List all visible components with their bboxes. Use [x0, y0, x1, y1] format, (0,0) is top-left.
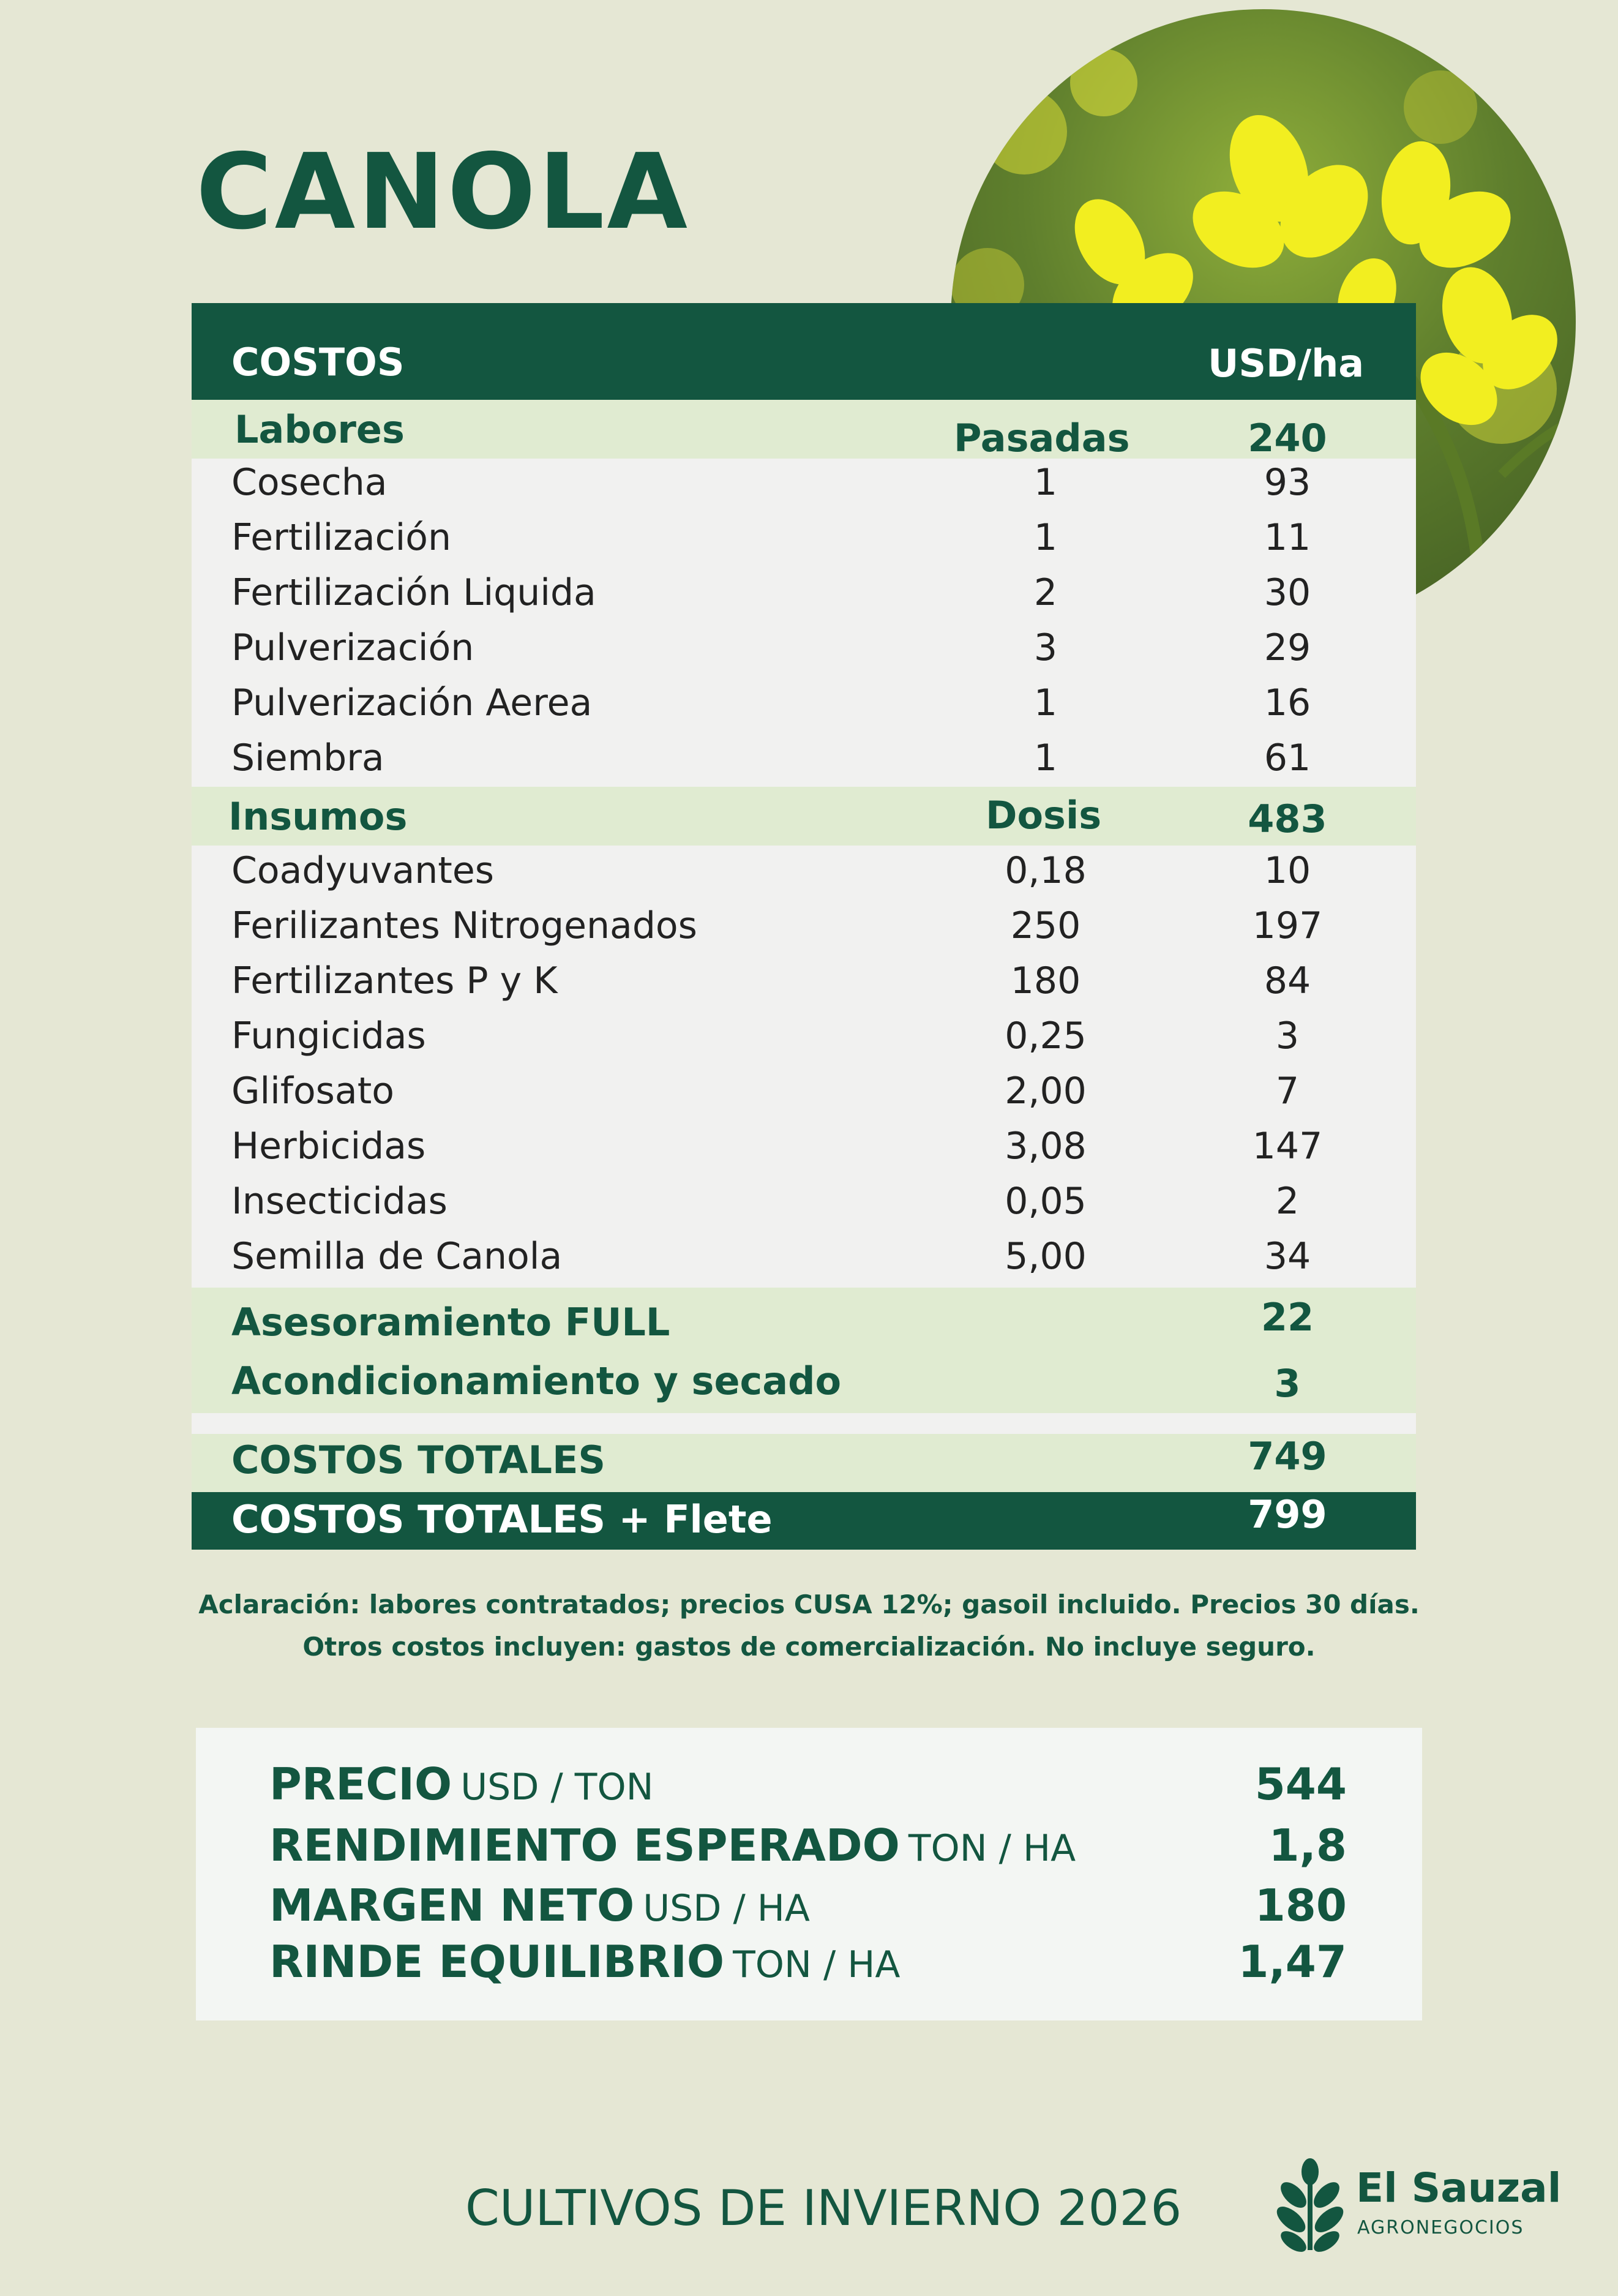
- labores-section-header: [192, 400, 1416, 459]
- insumos-label: Insumos: [228, 794, 408, 839]
- costos-totales-flete-row: [192, 1492, 1416, 1550]
- insumos-name: Fungicidas: [231, 1015, 426, 1057]
- insumos-usd: 147: [1252, 1125, 1323, 1168]
- labores-name: Fertilización Liquida: [231, 571, 596, 614]
- insumos-row: [192, 848, 1416, 903]
- labores-qty: 1: [1033, 461, 1058, 504]
- extras-section: [192, 1288, 1416, 1413]
- insumos-usd: 84: [1264, 959, 1311, 1002]
- insumos-row: [192, 1013, 1416, 1068]
- insumos-usd: 10: [1264, 849, 1311, 892]
- insumos-row: [192, 1124, 1416, 1179]
- insumos-usd: 7: [1275, 1070, 1300, 1112]
- logo-name: El Sauzal: [1356, 2164, 1562, 2212]
- insumos-name: Insecticidas: [231, 1180, 448, 1223]
- margen-unit: USD / HA: [643, 1887, 810, 1930]
- leaf-logo-icon: [1270, 2158, 1350, 2256]
- insumos-usd: 34: [1264, 1235, 1311, 1278]
- insumos-row: [192, 903, 1416, 958]
- insumos-usd: 2: [1275, 1180, 1300, 1223]
- insumos-qty: 180: [1010, 959, 1081, 1002]
- insumos-qty: 0,25: [1005, 1015, 1087, 1057]
- insumos-row: [192, 1068, 1416, 1124]
- asesoramiento-value: 22: [1260, 1295, 1314, 1340]
- dosis-column-label: Dosis: [986, 793, 1102, 838]
- rendimiento-row: [269, 1820, 1347, 1881]
- insumos-qty: 250: [1010, 904, 1081, 947]
- rendimiento-unit: TON / HA: [908, 1827, 1076, 1870]
- acondicionamiento-value: 3: [1274, 1361, 1301, 1406]
- precio-unit: USD / TON: [460, 1766, 654, 1809]
- asesoramiento-label: Asesoramiento FULL: [231, 1300, 670, 1345]
- insumos-section-header: [192, 787, 1416, 846]
- insumos-qty: 3,08: [1005, 1125, 1087, 1168]
- rinde-row: [269, 1936, 1347, 1997]
- insumos-row: [192, 1234, 1416, 1289]
- pasadas-column-label: Pasadas: [954, 416, 1130, 460]
- usd-ha-heading: USD/ha: [1208, 341, 1365, 386]
- labores-qty: 1: [1033, 516, 1058, 559]
- insumos-name: Semilla de Canola: [231, 1235, 563, 1278]
- insumos-name: Herbicidas: [231, 1125, 426, 1168]
- labores-usd: 30: [1264, 571, 1311, 614]
- insumos-row: [192, 958, 1416, 1013]
- margen-value: 180: [1254, 1880, 1347, 1931]
- costos-totales-label: COSTOS TOTALES: [231, 1438, 606, 1482]
- insumos-qty: 5,00: [1005, 1235, 1087, 1278]
- costos-heading: COSTOS: [231, 340, 405, 385]
- labores-name: Cosecha: [231, 461, 388, 504]
- insumos-qty: 2,00: [1005, 1070, 1087, 1112]
- rendimiento-label: RENDIMIENTO ESPERADO: [269, 1820, 900, 1871]
- margen-label: MARGEN NETO: [269, 1880, 635, 1931]
- costs-header: [192, 303, 1416, 400]
- summary-box: [196, 1728, 1422, 2020]
- labores-name: Fertilización: [231, 516, 452, 559]
- costos-totales-flete-label: COSTOS TOTALES + Flete: [231, 1497, 773, 1542]
- costos-totales-flete-value: 799: [1248, 1492, 1327, 1537]
- insumos-total: 483: [1248, 797, 1327, 841]
- margen-row: [269, 1880, 1347, 1941]
- labores-name: Pulverización: [231, 626, 474, 669]
- insumos-qty: 0,18: [1005, 849, 1087, 892]
- costos-totales-row: [192, 1434, 1416, 1492]
- el-sauzal-logo: [1270, 2158, 1595, 2256]
- labores-usd: 29: [1264, 626, 1311, 669]
- insumos-name: Ferilizantes Nitrogenados: [231, 904, 697, 947]
- precio-row: [269, 1758, 1347, 1820]
- rinde-label: RINDE EQUILIBRIO: [269, 1936, 725, 1987]
- labores-name: Pulverización Aerea: [231, 681, 593, 724]
- labores-qty: 3: [1033, 626, 1058, 669]
- labores-qty: 1: [1033, 737, 1058, 779]
- note-line-2: Otros costos incluyen: gastos de comercialización. No incluye seguro.: [302, 1632, 1316, 1662]
- insumos-qty: 0,05: [1005, 1180, 1087, 1223]
- labores-qty: 2: [1033, 571, 1058, 614]
- labores-row: [192, 625, 1416, 680]
- rinde-unit: TON / HA: [733, 1943, 901, 1986]
- logo-subtitle: AGRONEGOCIOS: [1357, 2217, 1524, 2238]
- insumos-usd: 197: [1252, 904, 1323, 947]
- labores-name: Siembra: [231, 737, 384, 779]
- insumos-usd: 3: [1275, 1015, 1300, 1057]
- insumos-row: [192, 1179, 1416, 1234]
- costs-table: [192, 303, 1416, 1550]
- precio-value: 544: [1254, 1758, 1347, 1810]
- labores-usd: 16: [1264, 681, 1311, 724]
- labores-row: [192, 460, 1416, 515]
- note-line-1: Aclaración: labores contratados; precios CUSA 12%; gasoil incluido. Precios 30 días.: [198, 1589, 1420, 1619]
- labores-row: [192, 680, 1416, 735]
- labores-row: [192, 735, 1416, 790]
- labores-label: Labores: [234, 407, 405, 452]
- labores-qty: 1: [1033, 681, 1058, 724]
- insumos-name: Fertilizantes P y K: [231, 959, 558, 1002]
- labores-usd: 11: [1264, 516, 1311, 559]
- labores-total: 240: [1248, 416, 1327, 460]
- labores-usd: 61: [1264, 737, 1311, 779]
- rendimiento-value: 1,8: [1268, 1820, 1347, 1871]
- insumos-name: Glifosato: [231, 1070, 394, 1112]
- insumos-name: Coadyuvantes: [231, 849, 494, 892]
- rinde-value: 1,47: [1238, 1936, 1347, 1987]
- labores-row: [192, 570, 1416, 625]
- costos-totales-value: 749: [1248, 1434, 1327, 1479]
- labores-row: [192, 515, 1416, 570]
- labores-usd: 93: [1264, 461, 1311, 504]
- acondicionamiento-label: Acondicionamiento y secado: [231, 1359, 842, 1403]
- precio-label: PRECIO: [269, 1758, 452, 1810]
- page-title: CANOLA: [196, 132, 691, 253]
- footer-title: CULTIVOS DE INVIERNO 2026: [465, 2180, 1182, 2237]
